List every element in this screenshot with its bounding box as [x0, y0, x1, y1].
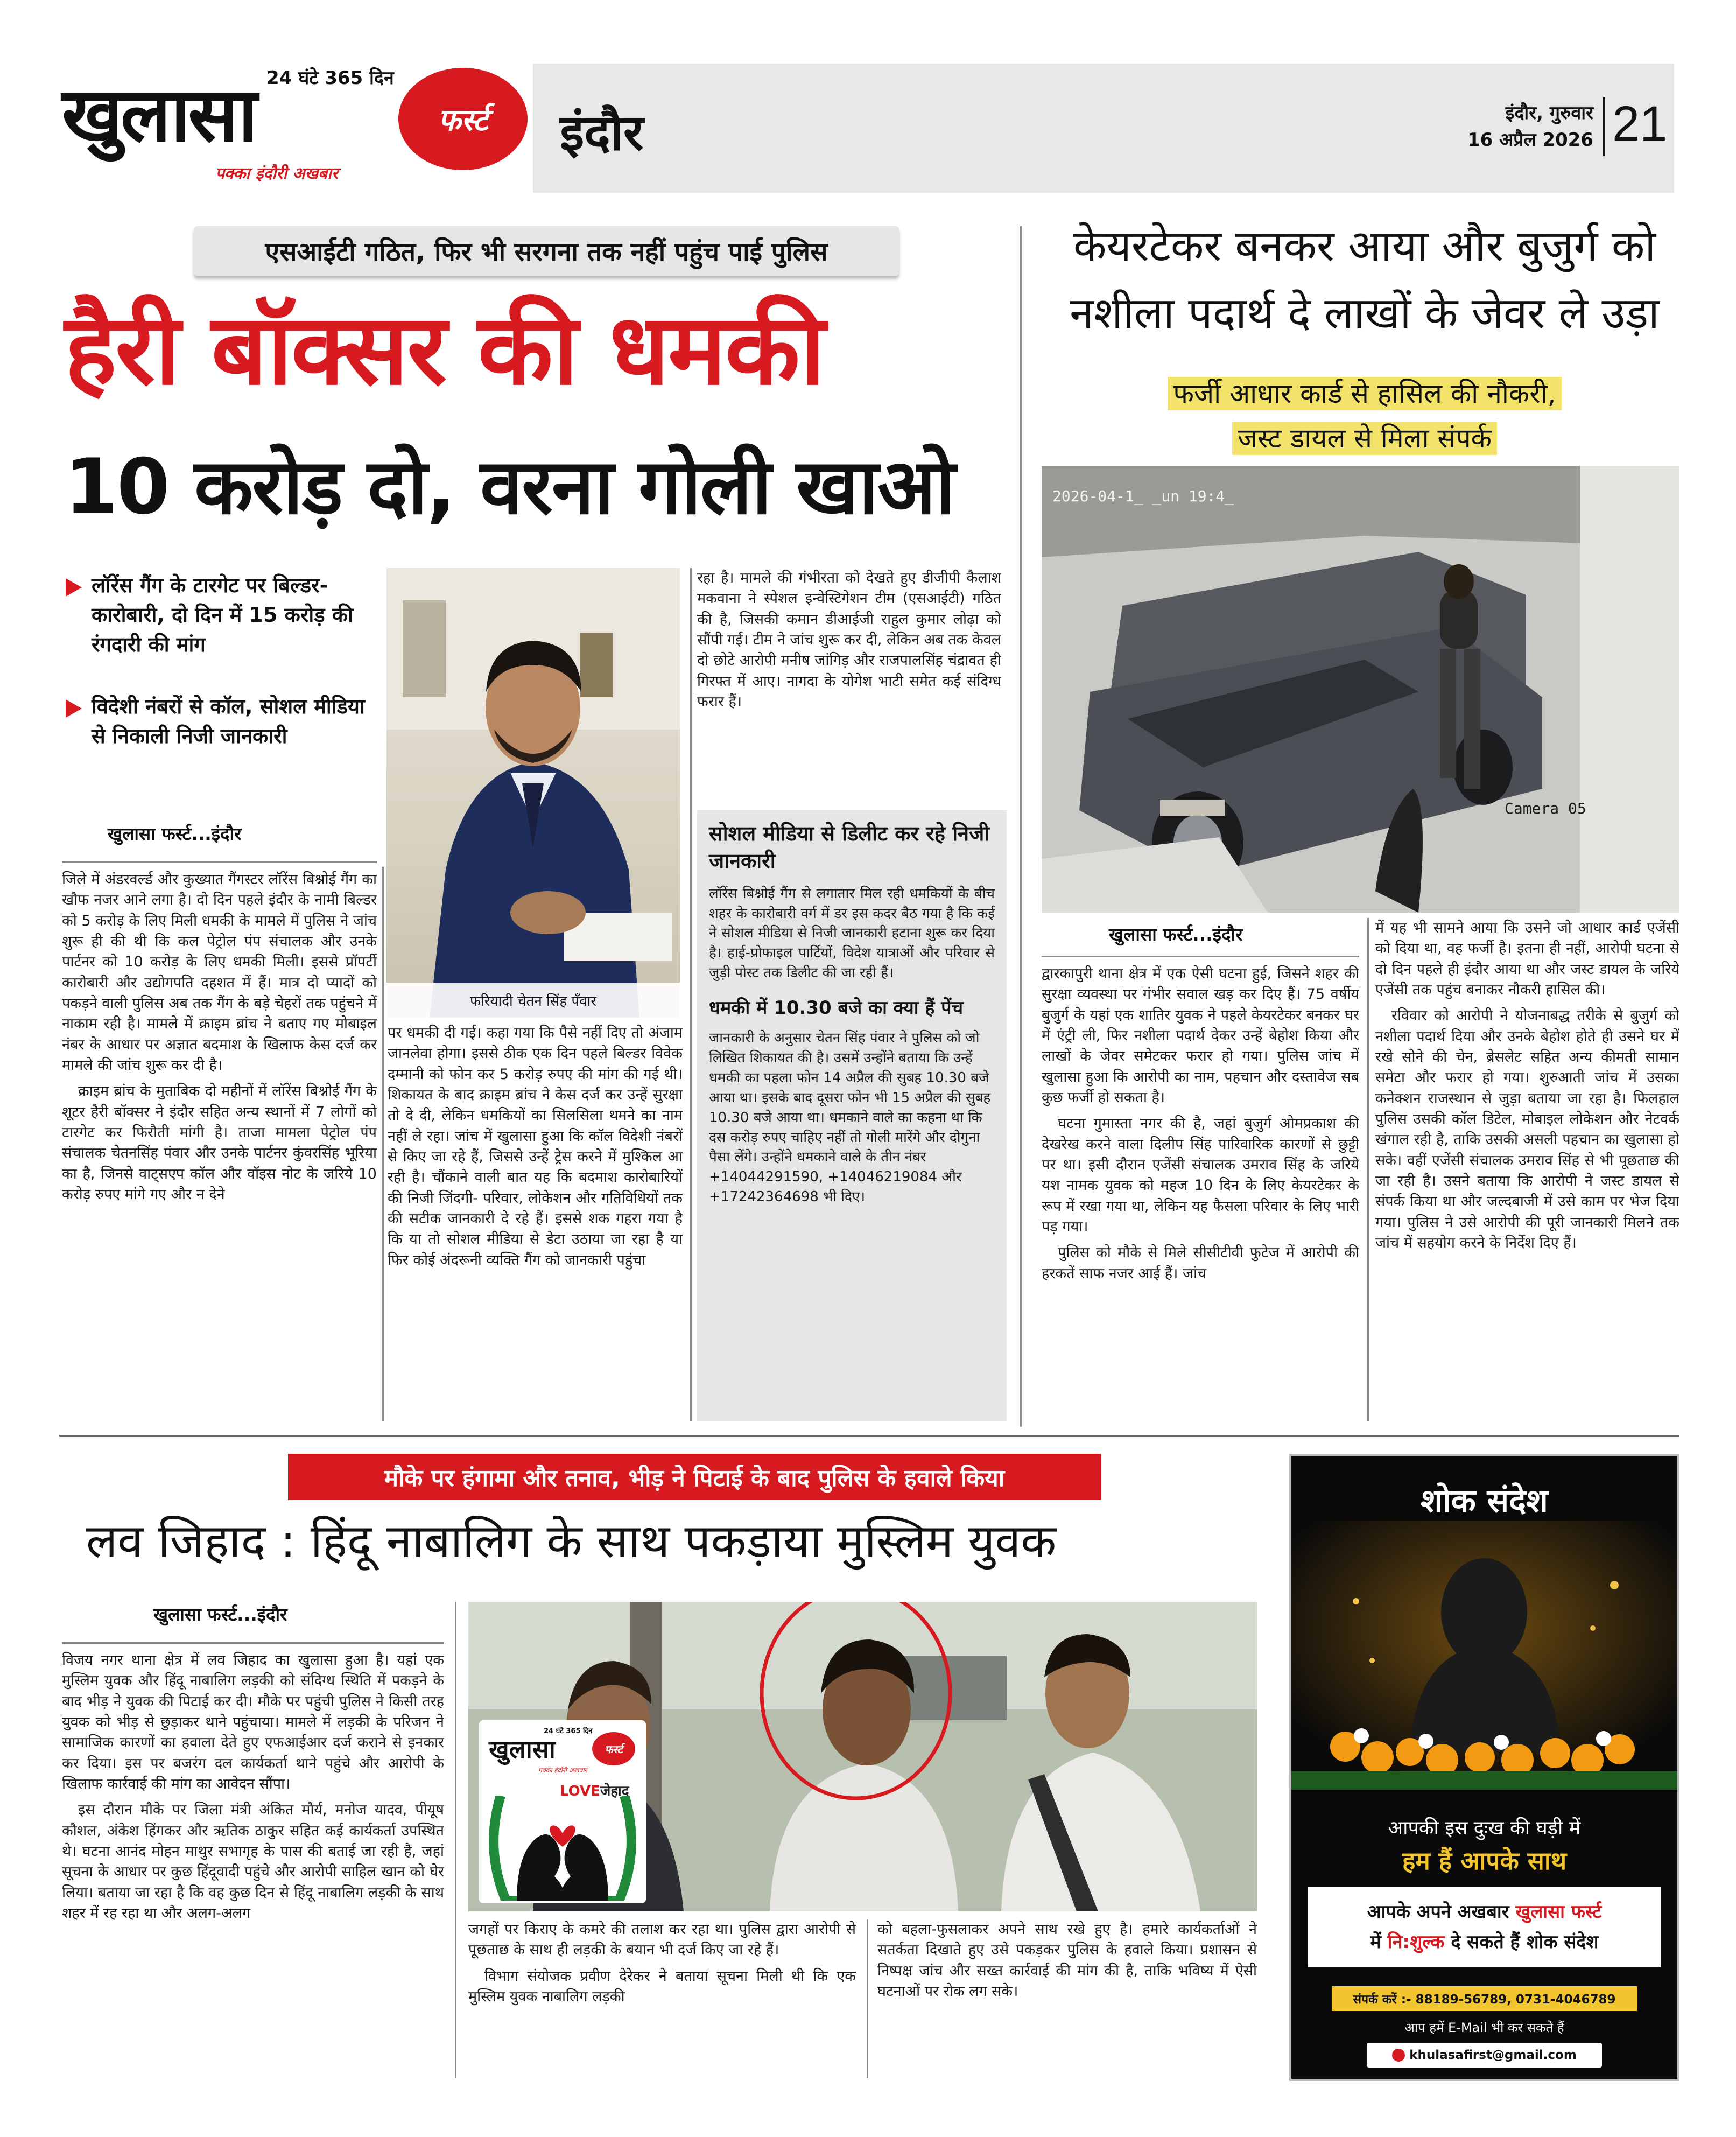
story2-headline-line2: नशीला पदार्थ दे लाखों के जेवर ले उड़ा: [1070, 288, 1660, 338]
story1-sidebar: [697, 810, 1007, 1421]
ad-white-box: [1308, 1887, 1661, 1967]
paragraph: रहा है। मामले की गंभीरता को देखते हुए डीजीपी कैलाश मकवाना ने स्पेशल इन्वेस्टिगेशन टीम (एसआईटी) गठित की है, जिसकी कमान डीआईजी राहुल कुमार लोढ़ा को सौंपी गई। टीम ने जांच शुरू कर दी, लेकिन अब तक केवल दो छोटे आरोपी मनीष जांगिड़ और राजपालसिंह चंद्रावत ही गिरफ्त में आए। नागदा के योगेश भाटी समेत कई संदिग्ध फरार हैं।: [697, 570, 1001, 710]
couple-silhouette-icon: [484, 1796, 641, 1901]
ad-box-line2: [1313, 1929, 1656, 1953]
paragraph: जगहों पर किराए के कमरे की तलाश कर रहा था। पुलिस द्वारा आरोपी से पूछताछ के साथ ही लड़की के बयान भी दर्ज किए जा रहे हैं।: [468, 1921, 856, 1959]
ad-box-line1: [1313, 1898, 1656, 1923]
paragraph: विभाग संयोजक प्रवीण देरेकर ने बताया सूचना मिली थी कि एक मुस्लिम युवक नाबालिग लड़की: [468, 1967, 856, 2005]
story3-col2: [468, 1919, 856, 2078]
sidebar-para1: लॉरेंस बिश्नोई गैंग से लगातार मिल रही धमकियों के बीच शहर के कारोबारी वर्ग में डर इस कदर बैठ गया है कि कई ने सोशल मीडिया से निजी जानकारी हटाना शुरू कर दिया है। हाई-प्रोफाइल पार्टियों, विदेश यात्राओं और परिवार से जुड़ी पोस्ट तक डिलीट की जा रही हैं।: [709, 885, 995, 982]
column-rule: [867, 1919, 868, 2078]
inset-love: LOVE: [560, 1783, 600, 1799]
story3-photo: [468, 1602, 1257, 1911]
photo-caption-bar: [386, 983, 680, 1018]
sidebar-para2: जानकारी के अनुसार चेतन सिंह पंवार ने पुलिस को जो लिखित शिकायत की है। उसमें उन्होंने बताया कि उन्हें धमकी का पहला फोन 14 अप्रैल की सुबह 10.30 बजे आया था। इसके बाद दूसरा फोन भी 15 अप्रैल की सुबह 10.30 बजे आया था। धमकाने वाले का कहना था कि दस करोड़ रुपए चाहिए नहीं तो गोली मारेंगे और दोगुना पैसा लेंगे। उन्होंने धमकाने वाले के तीन नंबर +14044291590, +14046219084 और +17242364698 भी दिए।: [709, 1030, 991, 1206]
story3-headline: लव जिहाद : हिंदू नाबालिग के साथ पकड़ाया मुस्लिम युवक: [86, 1515, 1057, 1568]
ad-visual: [1291, 1521, 1677, 1790]
logo-badge: [398, 68, 528, 170]
paragraph: पर धमकी दी गई। कहा गया कि पैसे नहीं दिए तो अंजाम जानलेवा होगा। इससे ठीक एक दिन पहले बिल्डर विवेक दम्मानी को फोन कर 5 करोड़ रुपए की मांग की गई थी। शिकायत के बाद क्राइम ब्रांच ने केस दर्ज कर उन्हें सुरक्षा तो दे दी, लेकिन धमकियों का सिलसिला थमने का नाम नहीं ले रहा। जांच में खुलासा हुआ कि कॉल विदेशी नंबरों से किए जा रहे हैं, जिससे उन्हें ट्रेस करने में मुश्किल आ रही है। चौंकाने वाली बात यह कि बदमाश कारोबारियों की निजी जिंदगी- परिवार, लोकेशन और गतिविधियों तक की सटीक जानकारी दे रहे हैं। इससे शक गहरा गया है कि या तो सोशल मीडिया से डेटा उठाया जा रहा है या फिर कोई अंदरूनी व्यक्ति गैंग को जानकारी पहुंचा: [388, 1025, 683, 1269]
logo-sub: पक्का इंदौरी अखबार: [215, 164, 339, 183]
ad-box-line2-pre: में: [1370, 1931, 1388, 1953]
bullet-text: लॉरेंस गैंग के टारगेट पर बिल्डर-कारोबारी, दो दिन में 15 करोड़ की रंगदारी की मांग: [92, 573, 353, 657]
inset-tagline: 24 घंटे 365 दिन: [544, 1727, 593, 1735]
story2-col2: [1375, 918, 1679, 1421]
photo-caption: फरियादी चेतन सिंह पँवार: [469, 993, 597, 1010]
story1-bullet-2: [66, 692, 378, 751]
person-illustration: [386, 568, 680, 1018]
ad-box-brand: खुलासा फर्स्ट: [1515, 1901, 1602, 1923]
paragraph: पुलिस को मौके से मिले सीसीटीवी फुटेज में आरोपी की हरकतें साफ नजर आई हैं। जांच: [1042, 1244, 1359, 1282]
page-number: 21: [1612, 96, 1668, 151]
inset-badge-text: फर्स्ट: [605, 1742, 623, 1756]
date-line2: 16 अप्रैल 2026: [1467, 129, 1593, 151]
ad-contact-bar: [1332, 1986, 1637, 2011]
edition-name: इंदौर: [560, 104, 644, 162]
story3-kicker-text: मौके पर हंगामा और तनाव, भीड़ ने पिटाई के बाद पुलिस के हवाले किया: [384, 1465, 1005, 1492]
divider: [62, 1642, 444, 1644]
story1-kicker-text: एसआईटी गठित, फिर भी सरगना तक नहीं पहुंच पाई पुलिस: [265, 236, 828, 267]
column-rule: [382, 867, 384, 1421]
bullet-arrow-icon: [66, 699, 82, 718]
sidebar-title2: धमकी में 10.30 बजे का क्या हैं पेंच: [709, 997, 964, 1019]
logo-word: खुलासा: [62, 72, 256, 158]
story1-subhead: 10 करोड़ दो, वरना गोली खाओ: [65, 443, 955, 531]
story1-bullet-1: [66, 571, 378, 660]
cctv-photo: [1042, 466, 1679, 913]
ad-line2: हम हैं आपके साथ: [1402, 1846, 1567, 1875]
story2-sub-1: [1042, 374, 1688, 411]
condolence-ad: [1289, 1454, 1679, 2081]
story3-col1: [62, 1650, 444, 2076]
story3-col3: [877, 1919, 1257, 2078]
story2-sub-2: [1042, 419, 1688, 456]
paragraph: द्वारकापुरी थाना क्षेत्र में एक ऐसी घटना हुई, जिसने शहर की सुरक्षा व्यवस्था पर गंभीर सवाल खड़ कर दिए हैं। 75 वर्षीय बुजुर्ग के यहां एक शातिर युवक ने पहले केयरटेकर बनकर घर में एंट्री ली, फिर नशीला पदार्थ देकर उन्हें बेहोश किया और लाखों के जेवर समेटकर फरार हो गया। पुलिस जांच में खुलासा हुआ कि आरोपी का नाम, पहचान और दस्तावेज सब कुछ फर्जी हो सकता है।: [1042, 965, 1359, 1106]
ad-title: शोक संदेश: [1421, 1482, 1548, 1520]
story3-byline: खुलासा फर्स्ट...इंदौर: [153, 1604, 287, 1625]
ad-box-free: नि:शुल्क: [1387, 1931, 1445, 1953]
story2-headline-line1: केयरटेकर बनकर आया और बुजुर्ग को: [1073, 221, 1656, 271]
paragraph: क्राइम ब्रांच के मुताबिक दो महीनों में लॉरेंस बिश्नोई गैंग के शूटर हैरी बॉक्सर ने इंदौर सहित अन्य स्थानों में 7 लोगों को टारगेट कर फिरौती मांगी है। ताजा मामला पेट्रोल पंप संचालक चेतनसिंह पंवार और उनके पार्टनर कुंवरसिंह भूरिया का है, जिनसे वाट्सएप कॉल और वॉइस नोट के जरिये 10 करोड़ रुपए मांगे गए और न देने: [62, 1083, 377, 1203]
story2-sub-line1: फर्जी आधार कार्ड से हासिल की नौकरी,: [1168, 377, 1561, 410]
complainant-photo: [386, 568, 680, 1018]
story2-byline: खुलासा फर्स्ट...इंदौर: [1109, 924, 1243, 945]
ad-line1: आपकी इस दुःख की घड़ी में: [1388, 1817, 1581, 1839]
ad-contact: संपर्क करें :- 88189-56789, 0731-4046789: [1353, 1993, 1616, 2007]
email-icon: [1392, 2049, 1405, 2062]
story1-col3: [697, 568, 1001, 805]
paragraph: रविवार को आरोपी ने योजनाबद्ध तरीके से बुजुर्ग को नशीला पदार्थ दिया और उनके बेहोश होते ही उसने घर में रखे सोने की चेन, ब्रेसलेट सहित अन्य कीमती सामान समेटा और फरार हो गया। शुरुआती जांच में उसका कनेक्शन राजस्थान से जुड़ा बताया जा रहा है। फिलहाल पुलिस उसकी कॉल डिटेल, मोबाइल लोकेशन और नेटवर्क खंगाल रही है, ताकि उसकी असली पहचान का खुलासा हो सके। वहीं एजेंसी संचालक उमराव सिंह से भी पूछताछ की जा रही है। उसने बताया कि आरोपी ने जस्ट डायल से संपर्क किया था और जल्दबाजी में उसे काम पर भेज दिया गया। पुलिस ने उसे आरोपी की पूरी जानकारी मिलने तक जांच में सहयोग करने के निर्देश दिए हैं।: [1375, 1007, 1679, 1251]
paragraph: में यह भी सामने आया कि उसने जो आधार कार्ड एजेंसी को दिया था, वह फर्जी है। इतना ही नहीं, आरोपी घटना से दो दिन पहले ही इंदौर आया था और जस्ट डायल के जरिये एजेंसी तक पहुंच बनाकर नौकरी हासिल की।: [1375, 920, 1679, 998]
story1-col2: [388, 1023, 683, 1421]
paragraph: को बहला-फुसलाकर अपने साथ रखे हुए है। हमारे कार्यकर्ताओं ने सतर्कता दिखाते हुए उसे पकड़कर पुलिस के हवाले किया। प्रशासन से निष्पक्ष जांच और सख्त कार्रवाई की मांग की है, ताकि भविष्य में ऐसी घटनाओं पर रोक लग सके।: [877, 1921, 1257, 2000]
ad-email: khulasafirst@gmail.com: [1409, 2048, 1577, 2062]
bullet-text: विदेशी नंबरों से कॉल, सोशल मीडिया से निकाली निजी जानकारी: [92, 695, 365, 748]
story2-sub-line2: जस्ट डायल से मिला संपर्क: [1232, 422, 1497, 455]
story1-col1: [62, 870, 377, 1421]
ad-box-line2-post: दे सकते हैं शोक संदेश: [1444, 1931, 1599, 1953]
story1-byline: खुलासा फर्स्ट...इंदौर: [108, 823, 242, 844]
paragraph: इस दौरान मौके पर जिला मंत्री अंकित मौर्य, मनोज यादव, पीयूष कौशल, अंकेश हिंगकर और ऋतिक ठाकुर सहित कई कार्यकर्ता उपस्थित थे। घटना आनंद मोहन माथुर सभागृह के पास की बताई जा रही है, जहां सूचना के आधार पर कुछ हिंदूवादी पहुंचे और आरोपी साहिल खान को घेर लिया। बताया जा रहा है कि वह कुछ दिन से हिंदू नाबालिग लड़की के साथ शहर में रह रहा था और अलग-अलग: [62, 1802, 444, 1922]
logo-badge-text: फर्स्ट: [438, 103, 488, 138]
ad-email-bar: [1367, 2043, 1602, 2068]
inset-jihad: जेहाद: [600, 1783, 629, 1799]
divider: [1042, 956, 1359, 957]
paragraph: विजय नगर थाना क्षेत्र में लव जिहाद का खुलासा हुआ है। यहां एक मुस्लिम युवक और हिंदू नाबालिग लड़की को संदिग्ध स्थिति में पकड़ने के बाद भीड़ ने युवक की पिटाई कर दी। मौके पर पहुंची पुलिस ने किसी तरह युवक को भीड़ से छुड़ाकर थाने पहुंचाया। मामले में लड़की के परिजन ने सामाजिक कारणों का हवाला देते हुए एफआईआर दर्ज कराने से इनकार कर दिया। इस पर बजरंग दल कार्यकर्ता थाने पहुंचे और आरोपी के खिलाफ कार्रवाई की मांग का आवेदन सौंपा।: [62, 1652, 444, 1792]
cctv-scene: [1042, 466, 1679, 913]
cctv-timestamp: 2026-04-1_ _un 19:4_: [1052, 487, 1234, 505]
column-rule: [1020, 226, 1022, 1427]
section-divider: [59, 1435, 1679, 1437]
ad-box-line1-pre: आपके अपने अखबार: [1367, 1901, 1516, 1923]
ad-email-note: आप हमें E-Mail भी कर सकते हैं: [1404, 2020, 1564, 2035]
paragraph: घटना गुमास्ता नगर की है, जहां बुजुर्ग ओमप्रकाश की देखरेख करने वाला दिलीप सिंह पारिवारिक कारणों से छुट्टी पर था। इसी दौरान एजेंसी संचालक उमराव सिंह के जरिये यश नामक युवक को महज 10 दिन के लिए केयरटेकर के रूप में रखा गया था, लेकिन यह फैसला परिवार के लिए भारी पड़ गया।: [1042, 1115, 1359, 1235]
masthead-tagline: 24 घंटे 365 दिन: [266, 67, 394, 89]
story3-kicker: [288, 1454, 1101, 1500]
paragraph: जिले में अंडरवर्ल्ड और कुख्यात गैंगस्टर लॉरेंस बिश्नोई गैंग का खौफ नजर आने लगा है। दो दिन पहले इंदौर के नामी बिल्डर को 5 करोड़ के लिए मिली धमकी के मामले में पुलिस ने जांच शुरू ही की थी कि कल पेट्रोल पंप संचालक और उनके पार्टनर को 10 करोड़ के लिए धमकी मिली। इससे प्रॉपर्टी कारोबारी और उद्योगपति दहशत में हैं। मात्र दो प्यादों को पकड़ने वाली पुलिस अब तक गैंग के बड़े चेहरों तक पहुंचने में नाकाम रही है। मामले में क्राइम ब्रांच ने बताए गए मोबाइल नंबर के आधार पर अज्ञात बदमाश के खिलाफ केस दर्ज कर मामले की जांच शुरू कर दी है।: [62, 871, 377, 1074]
inset-logo-word: खुलासा: [489, 1735, 556, 1764]
masthead-divider: [1603, 97, 1605, 156]
inset-badge: [592, 1732, 635, 1765]
bullet-arrow-icon: [66, 578, 82, 597]
column-rule: [1367, 918, 1369, 1421]
sidebar-title: सोशल मीडिया से डिलीट कर रहे निजी जानकारी: [709, 822, 990, 873]
divider: [62, 861, 377, 863]
story2-col1: [1042, 964, 1359, 1421]
column-rule: [455, 1602, 456, 2078]
story1-kicker: [194, 226, 899, 276]
cctv-camera-label: Camera 05: [1505, 800, 1586, 817]
inset-logo-card: [479, 1720, 646, 1903]
inset-sub: पक्का इंदौरी अखबार: [538, 1767, 587, 1774]
date-line1: इंदौर, गुरुवार: [1505, 102, 1593, 124]
story1-headline: हैरी बॉक्सर की धमकी: [65, 292, 824, 407]
column-rule: [690, 568, 692, 1421]
